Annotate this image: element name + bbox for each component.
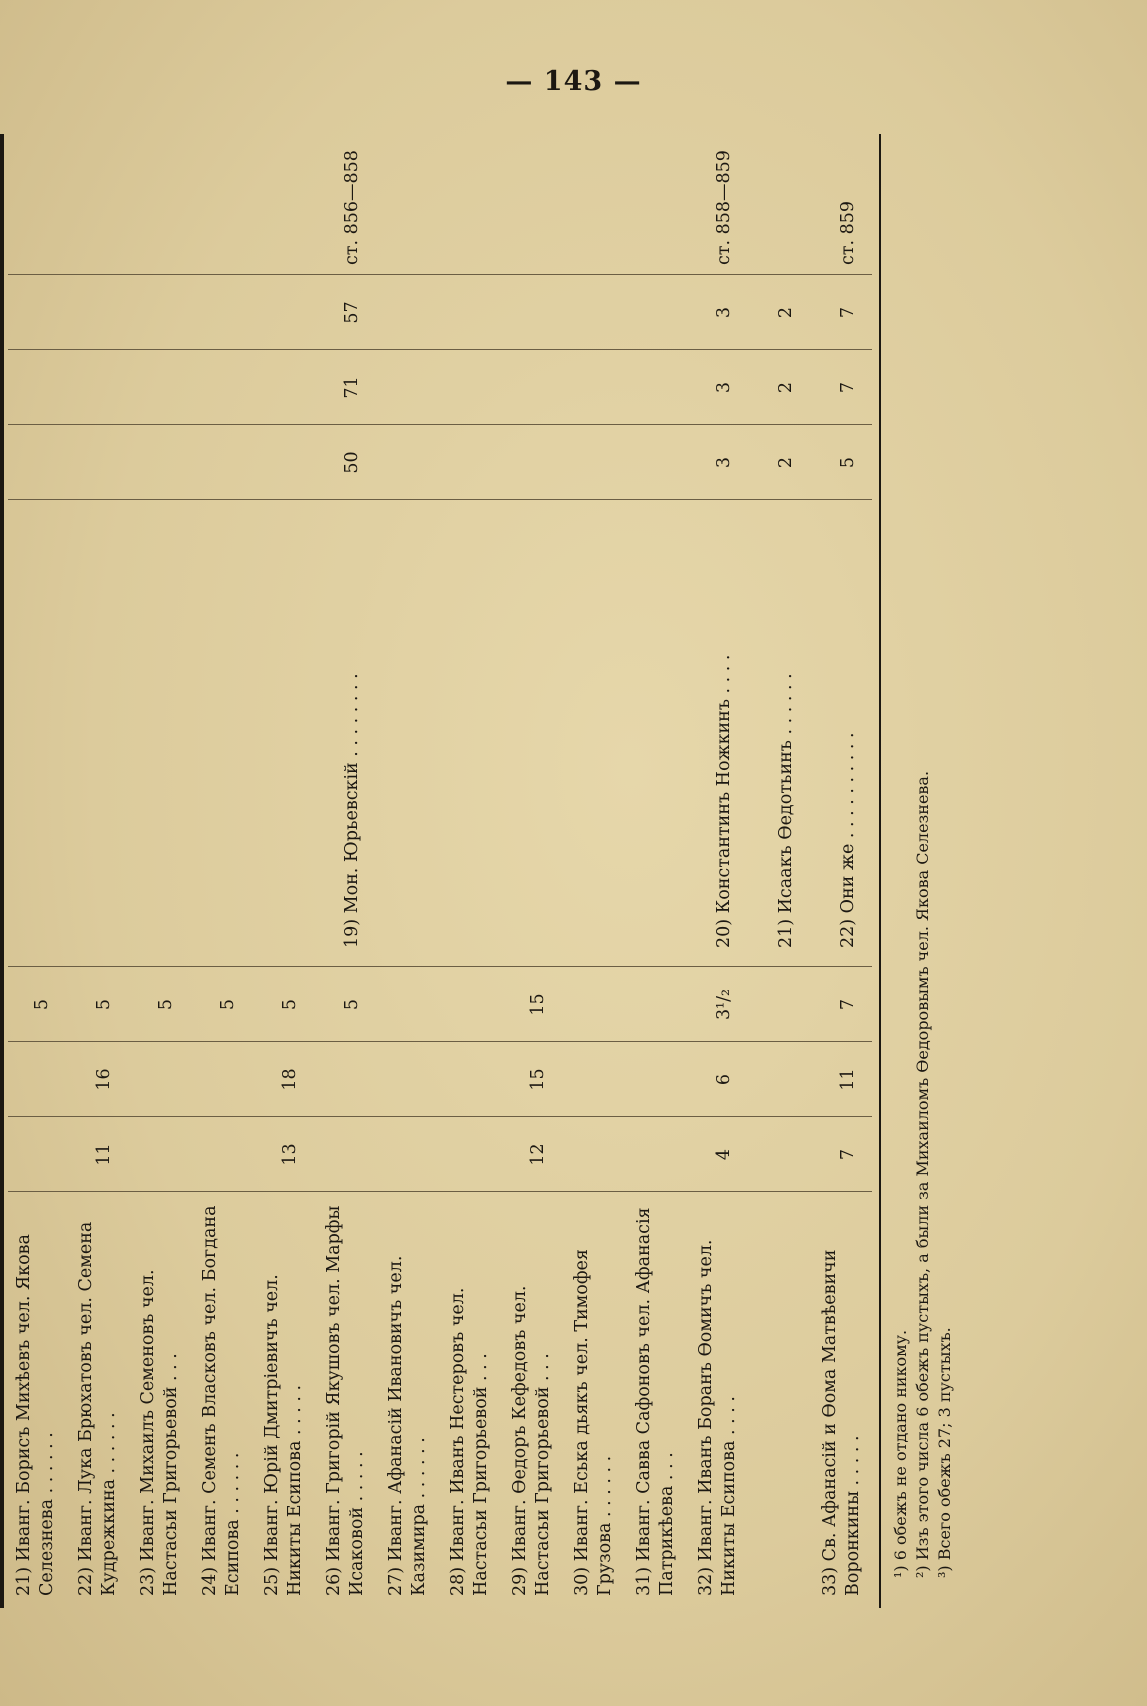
row-value-b [630, 1042, 694, 1117]
row-value-d: 5 [837, 456, 858, 469]
row-value-d: 2 [775, 456, 796, 469]
row-value-b: 15 [527, 1068, 548, 1091]
row-value-c [630, 967, 694, 1042]
row-reference-cell: ст. 858—859 [713, 150, 734, 265]
row-name-cell: 30) Иванг. Еська дьякъ чел. Тимофея Грузова . . . . . . [572, 1249, 615, 1596]
table-row [382, 134, 446, 1608]
row-place-cell [196, 508, 260, 948]
row-value-b: 16 [93, 1068, 114, 1091]
row-value-f [10, 275, 74, 350]
row-value-a: 7 [837, 1148, 858, 1161]
row-value-c: 7 [837, 998, 858, 1011]
row-value-f [506, 275, 570, 350]
row-name-cell: 24) Иванг. Семенъ Власковъ чел. Богдана Есипова . . . . . . [200, 1205, 243, 1596]
row-value-e [72, 350, 136, 425]
row-value-a [10, 1117, 74, 1192]
rotated-table [0, 134, 964, 1608]
footnote-1: ¹) 6 обежъ не отдано никому. [891, 1329, 910, 1578]
row-value-f [134, 275, 198, 350]
table-row [630, 134, 694, 1608]
row-reference-cell [506, 126, 570, 273]
row-place-cell: 20) Константинъ Ножкинъ . . . . [713, 654, 734, 948]
row-place-cell [568, 508, 632, 948]
row-place-cell [506, 508, 570, 948]
row-value-e [134, 350, 198, 425]
row-reference-cell [444, 126, 508, 273]
row-value-d [134, 425, 198, 500]
row-reference-cell [196, 126, 260, 273]
table-row [444, 134, 508, 1608]
row-name-cell: 33) Св. Афанасій и Ѳома Матвѣевичи Воронкины . . . . . [820, 1249, 863, 1596]
table-row [258, 134, 322, 1608]
row-name-cell: 26) Иванг. Григорій Якушовъ чел. Марфы Исаковой . . . . . [324, 1205, 367, 1596]
row-value-a [444, 1117, 508, 1192]
row-value-e: 71 [341, 376, 362, 399]
table-top-rule [0, 134, 4, 1608]
row-value-c [754, 967, 818, 1042]
row-value-f [382, 275, 446, 350]
footnotes [890, 771, 956, 1578]
row-name-cell: 21) Иванг. Борисъ Михѣевъ чел. Якова Селезнева . . . . . . [14, 1234, 57, 1596]
row-value-a [320, 1117, 384, 1192]
row-value-a [134, 1117, 198, 1192]
row-place-cell [134, 508, 198, 948]
row-value-c: 5 [341, 998, 362, 1011]
row-value-e [630, 350, 694, 425]
row-name-cell: 32) Иванг. Иванъ Боранъ Ѳомичъ чел. Никиты Есипова . . . . [696, 1239, 739, 1596]
row-value-d: 50 [341, 451, 362, 474]
row-reference-cell [382, 126, 446, 273]
row-value-a [568, 1117, 632, 1192]
row-value-f: 2 [775, 306, 796, 319]
row-value-c: 5 [279, 998, 300, 1011]
footnote-2: ²) Изъ этого числа 6 обежъ пустыхъ, а были за Михаиломъ Ѳедоровымъ чел. Якова Селезнева. [913, 770, 932, 1578]
row-value-d [196, 425, 260, 500]
row-value-c [444, 967, 508, 1042]
row-value-f: 3 [713, 306, 734, 319]
table-row [754, 134, 818, 1608]
row-reference-cell [568, 126, 632, 273]
row-value-e [10, 350, 74, 425]
table-row [506, 134, 570, 1608]
row-reference-cell [258, 126, 322, 273]
row-value-e [382, 350, 446, 425]
row-value-f [72, 275, 136, 350]
row-value-a [196, 1117, 260, 1192]
row-value-b [134, 1042, 198, 1117]
row-value-a: 4 [713, 1148, 734, 1161]
row-value-d [382, 425, 446, 500]
row-value-b [444, 1042, 508, 1117]
row-value-c: 5 [93, 998, 114, 1011]
row-place-cell: 21) Исаакъ Ѳедотьинъ . . . . . . [775, 673, 796, 948]
row-value-f [196, 275, 260, 350]
row-place-cell [258, 508, 322, 948]
row-value-b [754, 1042, 818, 1117]
row-value-e [506, 350, 570, 425]
row-value-e [196, 350, 260, 425]
table-row [10, 134, 74, 1608]
row-value-c: 5 [31, 998, 52, 1011]
row-value-a: 11 [93, 1143, 114, 1166]
row-reference-cell [134, 126, 198, 273]
row-value-e [568, 350, 632, 425]
row-place-cell [72, 508, 136, 948]
row-value-a [382, 1117, 446, 1192]
table-row [134, 134, 198, 1608]
row-value-e [258, 350, 322, 425]
row-reference-cell [630, 126, 694, 273]
table-bottom-rule [879, 134, 881, 1608]
row-name-cell: 28) Иванг. Иванъ Нестеровъ чел. Настасьи Григорьевой . . . [448, 1287, 491, 1596]
row-name-cell: 27) Иванг. Афанасій Ивановичъ чел. Казимира . . . . . . [386, 1255, 429, 1596]
row-value-c [382, 967, 446, 1042]
row-value-a [754, 1117, 818, 1192]
row-place-cell [10, 508, 74, 948]
row-reference-cell [72, 126, 136, 273]
row-place-cell [444, 508, 508, 948]
row-place-cell [382, 508, 446, 948]
row-value-d [568, 425, 632, 500]
row-place-cell [630, 508, 694, 948]
row-value-e [444, 350, 508, 425]
row-value-b [196, 1042, 260, 1117]
row-name-cell: 23) Иванг. Михаилъ Семеновъ чел. Настасьи Григорьевой . . . [138, 1269, 181, 1596]
row-value-a: 12 [527, 1143, 548, 1166]
row-value-d [444, 425, 508, 500]
footnote-3: ³) Всего обежъ 27; 3 пустыхъ. [935, 1327, 954, 1578]
row-value-f: 57 [341, 301, 362, 324]
row-value-d [258, 425, 322, 500]
row-value-d [10, 425, 74, 500]
row-value-f [568, 275, 632, 350]
row-value-e: 3 [713, 381, 734, 394]
table-row [692, 134, 756, 1608]
table-row [816, 134, 880, 1608]
row-value-f [444, 275, 508, 350]
row-value-c: 3¹/₂ [713, 988, 734, 1021]
row-name-cell: 22) Иванг. Лука Брюхатовъ чел. Семена Кудрежкина . . . . . . [76, 1221, 119, 1596]
row-value-b [382, 1042, 446, 1117]
row-reference-cell: ст. 856—858 [341, 150, 362, 265]
table-row [320, 134, 384, 1608]
row-value-d [72, 425, 136, 500]
table-row [196, 134, 260, 1608]
row-name-cell: 29) Иванг. Ѳедоръ Кефедовъ чел. Настасьи Григорьевой . . . [510, 1285, 553, 1596]
row-value-b [320, 1042, 384, 1117]
row-value-a: 13 [279, 1143, 300, 1166]
row-value-f: 7 [837, 306, 858, 319]
row-name-cell: 31) Иванг. Савва Сафоновъ чел. Афанасія Патрикѣева . . . [634, 1207, 677, 1596]
page-number: — 143 — [505, 66, 642, 97]
table-row [568, 134, 632, 1608]
row-value-b: 18 [279, 1068, 300, 1091]
row-name-cell: 25) Иванг. Юрій Дмитріевичъ чел. Никиты Есипова . . . . . [262, 1274, 305, 1596]
row-value-a [630, 1117, 694, 1192]
row-value-d [630, 425, 694, 500]
row-value-d [506, 425, 570, 500]
row-reference-cell [10, 126, 74, 273]
row-value-b: 6 [713, 1073, 734, 1086]
row-value-e: 2 [775, 381, 796, 394]
row-value-f [258, 275, 322, 350]
row-value-c: 5 [217, 998, 238, 1011]
row-value-f [630, 275, 694, 350]
row-value-d: 3 [713, 456, 734, 469]
row-reference-cell [754, 126, 818, 273]
row-value-c: 5 [155, 998, 176, 1011]
row-value-c [568, 967, 632, 1042]
row-reference-cell: ст. 859 [837, 200, 858, 265]
row-value-b [568, 1042, 632, 1117]
row-place-cell: 22) Они же . . . . . . . . . . [837, 732, 858, 948]
row-value-e: 7 [837, 381, 858, 394]
table-row [72, 134, 136, 1608]
row-value-b [10, 1042, 74, 1117]
row-value-b: 11 [837, 1068, 858, 1091]
row-value-c: 15 [527, 993, 548, 1016]
row-place-cell: 19) Мон. Юрьевскій . . . . . . . . [341, 673, 362, 948]
